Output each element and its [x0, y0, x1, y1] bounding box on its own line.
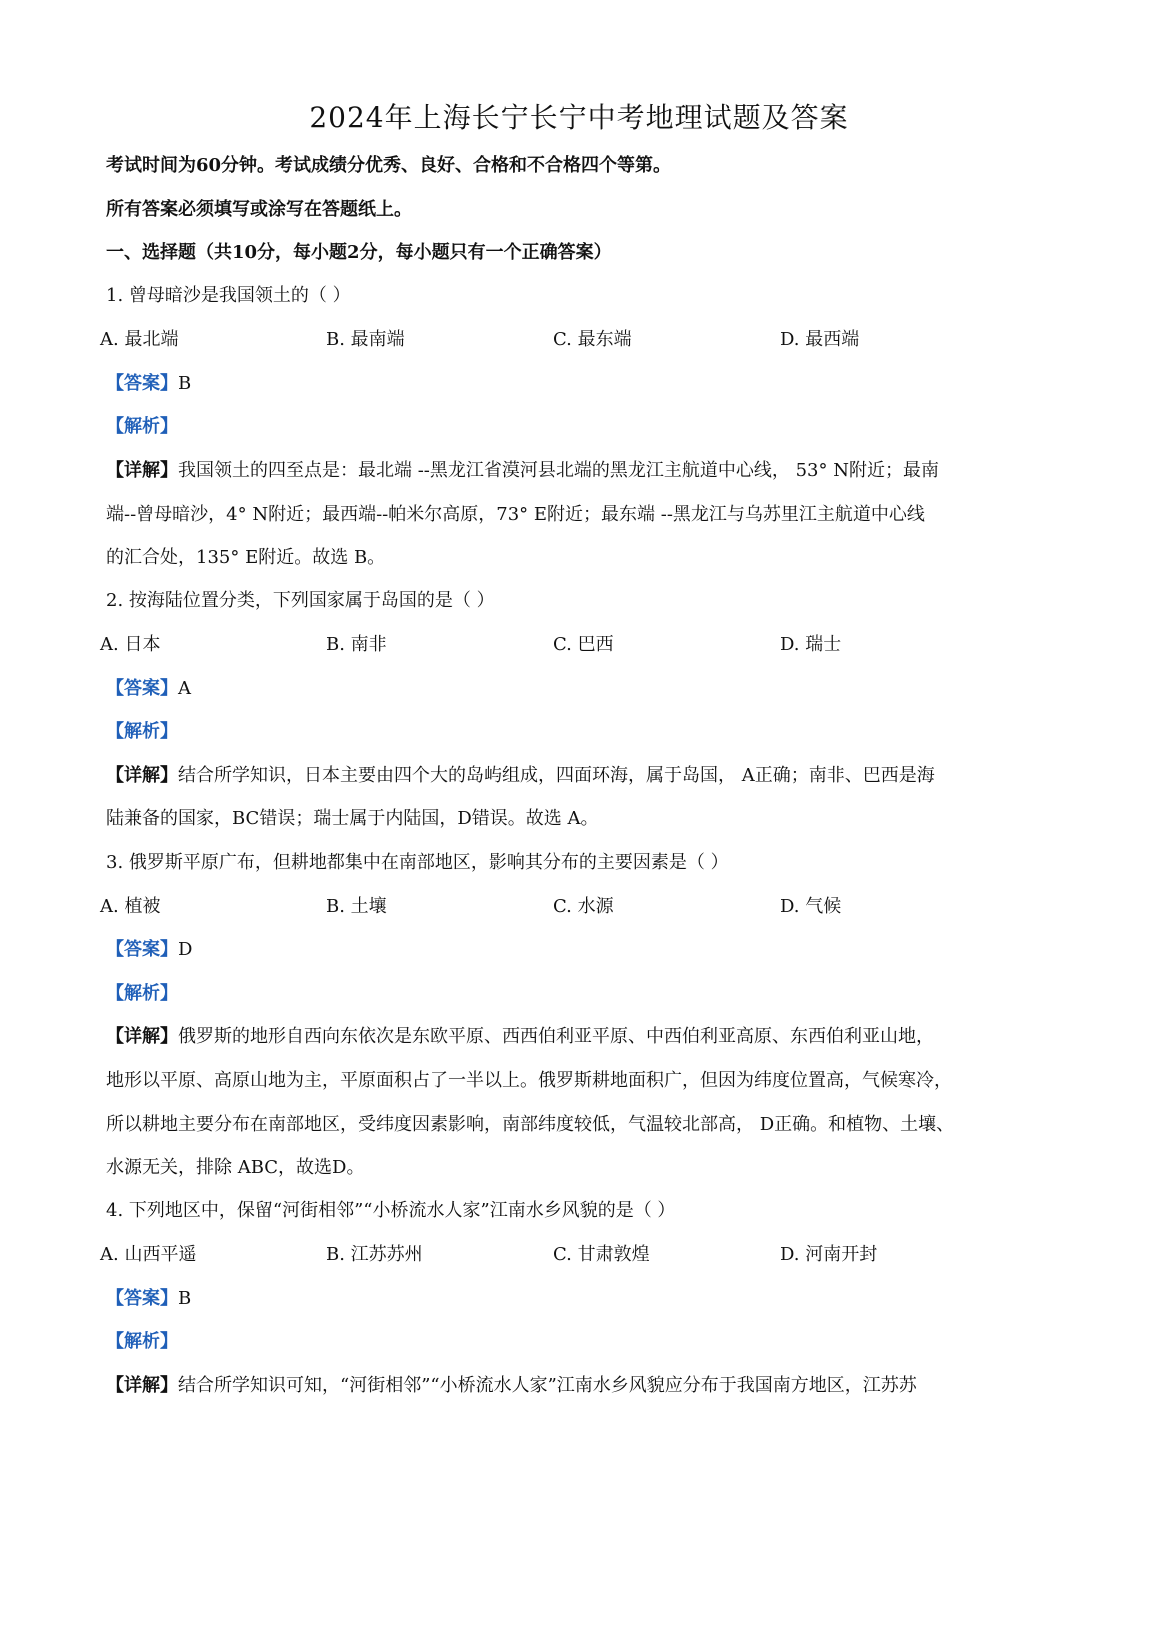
exam-time-note: 考试时间为60分钟。考试成绩分优秀、良好、合格和不合格四个等第。 [106, 155, 672, 176]
question-2-stem: 2. 按海陆位置分类，下列国家属于岛国的是（ ） [106, 590, 495, 611]
answer-label: 【答案】 [106, 678, 178, 699]
answer-value: B [178, 1288, 192, 1309]
answer-value: D [178, 939, 193, 960]
question-2-option-c: C. 巴西 [553, 634, 614, 655]
answer-label: 【答案】 [106, 939, 178, 960]
question-1-stem: 1. 曾母暗沙是我国领土的（ ） [106, 285, 351, 306]
detail-label: 【详解】 [106, 1375, 178, 1396]
question-1-answer [106, 372, 191, 396]
question-2-analysis [106, 720, 178, 744]
question-2-option-d: D. 瑞士 [780, 634, 842, 655]
detail-label: 【详解】 [106, 460, 178, 481]
answer-value: B [178, 373, 192, 394]
detail-label: 【详解】 [106, 1026, 178, 1047]
question-4-option-d: D. 河南开封 [780, 1244, 878, 1265]
question-4-option-b: B. 江苏苏州 [326, 1244, 423, 1265]
question-2-detail-line-2: 陆兼备的国家，BC错误；瑞士属于内陆国，D错误。故选 A。 [106, 808, 599, 829]
detail-text: 我国领土的四至点是：最北端 --黑龙江省漠河县北端的黑龙江主航道中心线， 53° N附近；最南 [178, 460, 939, 481]
question-3-option-c: C. 水源 [553, 896, 614, 917]
question-1-option-d: D. 最西端 [780, 329, 860, 350]
document-title: 2024年上海长宁长宁中考地理试题及答案 [309, 101, 849, 134]
question-1-option-a: A. 最北端 [100, 329, 179, 350]
answer-sheet-note: 所有答案必须填写或涂写在答题纸上。 [106, 199, 412, 220]
question-1-option-b: B. 最南端 [326, 329, 405, 350]
question-3-detail-line-2: 地形以平原、高原山地为主，平原面积占了一半以上。俄罗斯耕地面积广，但因为纬度位置高，气候寒冷， [106, 1070, 952, 1091]
question-1-detail-line-2: 端--曾母暗沙，4° N附近；最西端--帕米尔高原，73° E附近；最东端 --黑龙江与乌苏里江主航道中心线 [106, 504, 925, 525]
detail-text: 俄罗斯的地形自西向东依次是东欧平原、西西伯利亚平原、中西伯利亚高原、东西伯利亚山地， [178, 1026, 934, 1047]
question-2-option-b: B. 南非 [326, 634, 387, 655]
question-4-answer [106, 1287, 191, 1311]
question-3-detail-line-1 [106, 1025, 934, 1049]
question-2-option-a: A. 日本 [100, 634, 161, 655]
question-3-detail-line-3: 所以耕地主要分布在南部地区，受纬度因素影响，南部纬度较低，气温较北部高， D正确。和植物、土壤、 [106, 1114, 955, 1135]
question-4-option-a: A. 山西平遥 [100, 1244, 197, 1265]
question-3-analysis [106, 982, 178, 1006]
question-4-stem: 4. 下列地区中，保留“河街相邻”“小桥流水人家”江南水乡风貌的是（ ） [106, 1200, 676, 1221]
analysis-label: 【解析】 [106, 721, 178, 742]
question-1-detail-line-3: 的汇合处，135° E附近。故选 B。 [106, 547, 386, 568]
question-3-option-a: A. 植被 [100, 896, 161, 917]
question-3-detail-line-4: 水源无关，排除 ABC，故选D。 [106, 1157, 365, 1178]
question-3-option-d: D. 气候 [780, 896, 842, 917]
question-3-answer [106, 938, 192, 962]
analysis-label: 【解析】 [106, 1331, 178, 1352]
question-2-answer [106, 677, 191, 701]
question-1-detail-line-1 [106, 459, 939, 483]
detail-text: 结合所学知识，日本主要由四个大的岛屿组成，四面环海，属于岛国， A正确；南非、巴西是海 [178, 765, 935, 786]
question-4-analysis [106, 1330, 178, 1354]
question-4-option-c: C. 甘肃敦煌 [553, 1244, 650, 1265]
answer-label: 【答案】 [106, 1288, 178, 1309]
question-2-detail-line-1 [106, 764, 935, 788]
answer-label: 【答案】 [106, 373, 178, 394]
answer-value: A [178, 678, 191, 699]
section-heading: 一、选择题（共10分，每小题2分，每小题只有一个正确答案） [106, 242, 612, 263]
question-3-option-b: B. 土壤 [326, 896, 387, 917]
question-3-stem: 3. 俄罗斯平原广布，但耕地都集中在南部地区，影响其分布的主要因素是（ ） [106, 852, 729, 873]
question-1-option-c: C. 最东端 [553, 329, 632, 350]
analysis-label: 【解析】 [106, 983, 178, 1004]
analysis-label: 【解析】 [106, 416, 178, 437]
detail-text: 结合所学知识可知，“河街相邻”“小桥流水人家”江南水乡风貌应分布于我国南方地区，江苏苏 [178, 1375, 917, 1396]
detail-label: 【详解】 [106, 765, 178, 786]
question-4-detail-line-1 [106, 1374, 917, 1398]
question-1-analysis [106, 415, 178, 439]
